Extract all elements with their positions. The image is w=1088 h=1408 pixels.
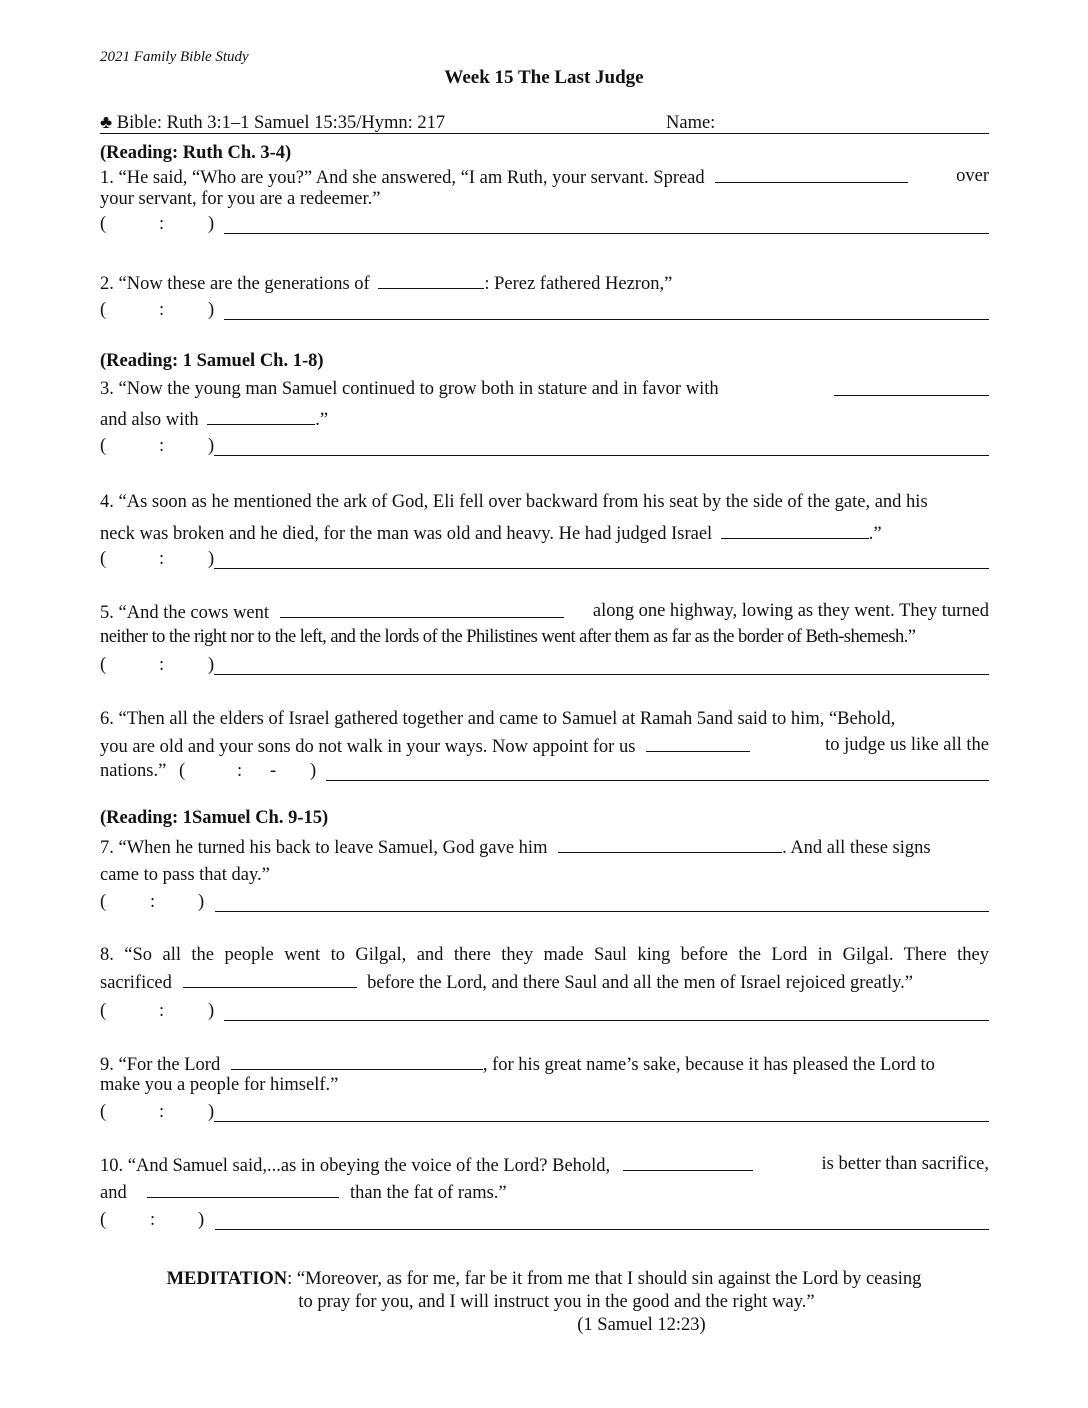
question-1-line-2: your servant, for you are a redeemer.” — [100, 189, 381, 209]
reference-blank-2: ( : ) — [100, 298, 989, 320]
answer-blank[interactable] — [623, 1152, 753, 1171]
reference-answer-line[interactable] — [224, 319, 989, 320]
reference-answer-line[interactable] — [215, 911, 989, 912]
reference-blank-8: ( : ) — [100, 999, 989, 1021]
reference-answer-line[interactable] — [224, 1020, 989, 1021]
section-heading-1-samuel-9-15: (Reading: 1Samuel Ch. 9-15) — [100, 808, 329, 828]
answer-blank[interactable] — [721, 520, 869, 539]
reference-blank-6: nations.” ( : - ) — [100, 759, 989, 781]
meditation-line-1: MEDITATION: “Moreover, as for me, far be it from me that I should sin against the Lord by ceasing — [166, 1269, 922, 1289]
reference-blank-10: ( : ) — [100, 1208, 989, 1230]
answer-blank[interactable] — [183, 969, 357, 988]
question-2-line-1: 2. “Now these are the generations of : Perez fathered Hezron,” — [100, 270, 989, 296]
section-heading-1-samuel-1-8: (Reading: 1 Samuel Ch. 1-8) — [100, 351, 324, 371]
reference-blank-5: ( : ) — [100, 653, 989, 675]
answer-blank[interactable] — [147, 1179, 339, 1198]
answer-blank[interactable] — [207, 406, 315, 425]
question-6-line-2: you are old and your sons do not walk in your ways. Now appoint for us to judge us like all the — [100, 735, 989, 757]
reference-answer-line[interactable] — [214, 674, 989, 675]
reference-answer-line[interactable] — [214, 1121, 989, 1122]
meditation-reference: (1 Samuel 12:23) — [577, 1315, 706, 1335]
meditation-line-2: to pray for you, and I will instruct you in the good and the right way.” — [298, 1292, 815, 1312]
question-4-line-2: neck was broken and he died, for the man was old and heavy. He had judged Israel .” — [100, 520, 989, 546]
reference-blank-9: ( : ) — [100, 1100, 989, 1122]
reference-blank-1: ( : ) — [100, 212, 989, 234]
question-5-line-2: neither to the right nor to the left, and the lords of the Philistines went after them as far as the border of Beth-shemesh.” — [100, 627, 916, 647]
question-6-line-1: 6. “Then all the elders of Israel gathered together and came to Samuel at Ramah 5and said to him, “Behold, — [100, 709, 896, 729]
question-10-line-2: and than the fat of rams.” — [100, 1179, 989, 1205]
answer-blank[interactable] — [378, 270, 484, 289]
reference-answer-line[interactable] — [326, 780, 989, 781]
page-title: Week 15 The Last Judge — [444, 67, 644, 88]
question-1-line-1: 1. “He said, “Who are you?” And she answered, “I am Ruth, your servant. Spread over — [100, 166, 989, 188]
question-5-line-1: 5. “And the cows went along one highway, lowing as they went. They turned — [100, 601, 989, 623]
bible-info-line — [100, 111, 989, 134]
question-3-line-2: and also with .” — [100, 406, 989, 432]
reference-answer-line[interactable] — [224, 233, 989, 234]
section-heading-ruth: (Reading: Ruth Ch. 3-4) — [100, 143, 292, 163]
answer-blank[interactable] — [646, 733, 750, 752]
answer-blank[interactable] — [231, 1051, 483, 1070]
reference-blank-7: ( : ) — [100, 890, 989, 912]
question-10-line-1: 10. “And Samuel said,...as in obeying the voice of the Lord? Behold, is better than sacrifice, — [100, 1154, 989, 1176]
answer-blank[interactable] — [715, 164, 908, 183]
question-9-line-1: 9. “For the Lord , for his great name’s sake, because it has pleased the Lord to — [100, 1051, 989, 1077]
question-8-line-2: sacrificed before the Lord, and there Saul and all the men of Israel rejoiced greatly.” — [100, 969, 989, 995]
meditation-label: MEDITATION — [166, 1269, 288, 1289]
reference-answer-line[interactable] — [215, 1229, 989, 1230]
reference-blank-4: ( : ) — [100, 547, 989, 569]
question-7-line-2: came to pass that day.” — [100, 865, 270, 885]
answer-blank[interactable] — [280, 599, 564, 618]
name-label: Name: — [666, 113, 716, 133]
answer-blank[interactable] — [558, 834, 782, 853]
answer-blank[interactable] — [834, 377, 989, 396]
reference-blank-3: ( : ) — [100, 434, 989, 456]
bible-reference: ♣ Bible: Ruth 3:1–1 Samuel 15:35/Hymn: 217 — [100, 113, 446, 133]
question-3-line-1: 3. “Now the young man Samuel continued to grow both in stature and in favor with — [100, 377, 989, 401]
question-7-line-1: 7. “When he turned his back to leave Samuel, God gave him . And all these signs — [100, 834, 989, 860]
reference-answer-line[interactable] — [214, 455, 989, 456]
series-label: 2021 Family Bible Study — [100, 49, 249, 65]
reference-answer-line[interactable] — [214, 568, 989, 569]
question-9-line-2: make you a people for himself.” — [100, 1075, 339, 1095]
question-4-line-1: 4. “As soon as he mentioned the ark of God, Eli fell over backward from his seat by the side of the gate, and his — [100, 492, 928, 512]
question-8-line-1: 8. “So all the people went to Gilgal, and there they made Saul king before the Lord in Gilgal. There they — [100, 945, 989, 965]
